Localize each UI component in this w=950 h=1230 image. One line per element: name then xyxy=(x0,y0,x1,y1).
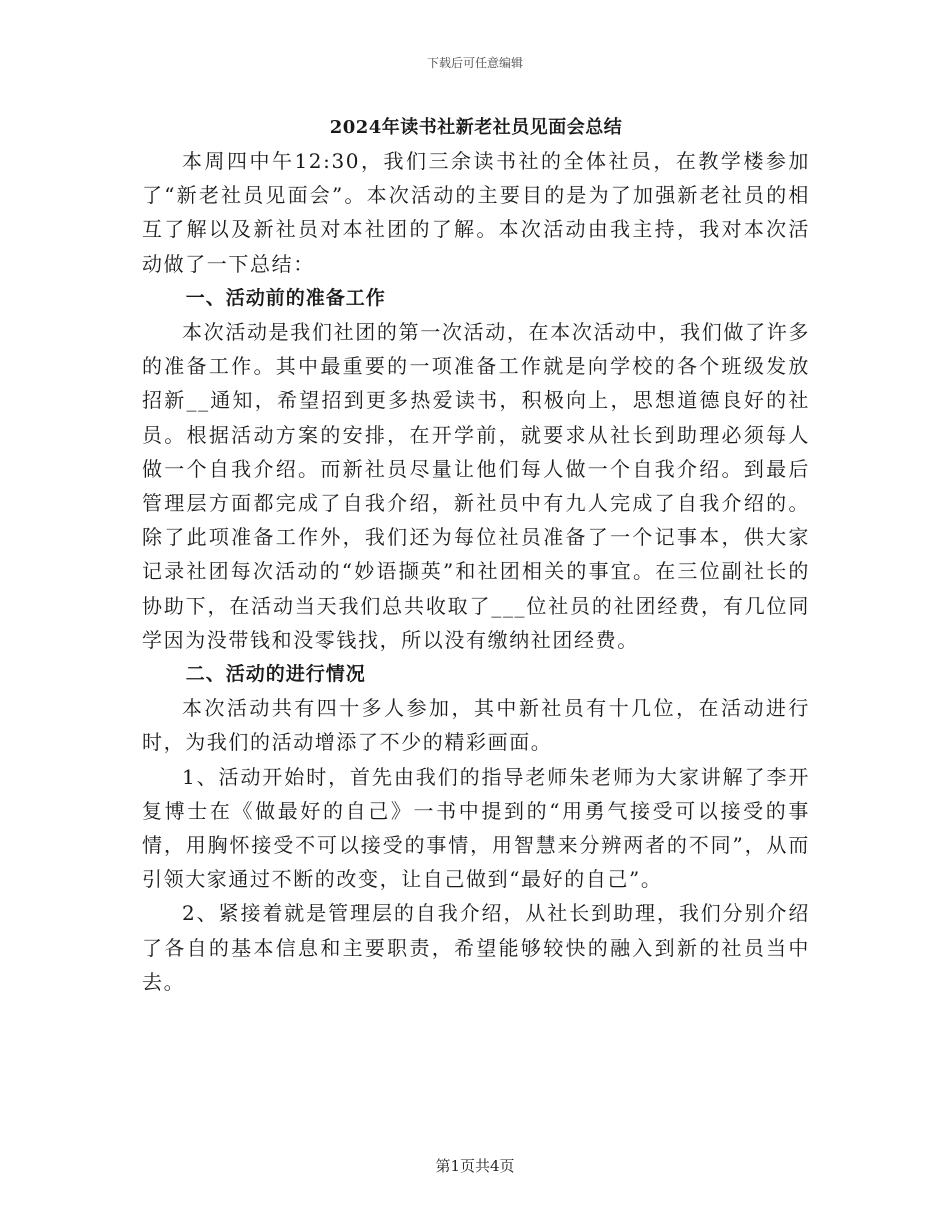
section-2-heading: 二、活动的进行情况 xyxy=(185,663,366,686)
section-2-item-2: 2、紧接着就是管理层的自我介绍，从社长到助理，我们分别介绍了各自的基本信息和主要职责，希望能够较快的融入到新的社员当中去。 xyxy=(142,901,810,994)
section-2-item-1: 1、活动开始时，首先由我们的指导老师朱老师为大家讲解了李开复博士在《做最好的自己》一书中提到的“用勇气接受可以接受的事情，用胸怀接受不可以接受的事情，用智慧来分辨两者的不同”，从而引领大家通过不断的改变，让自己做到“最好的自己”。 xyxy=(142,764,810,892)
section-1-heading: 一、活动前的准备工作 xyxy=(185,286,386,309)
intro-paragraph: 本周四中午12:30，我们三余读书社的全体社员，在教学楼参加了“新老社员见面会”。本次活动的主要目的是为了加强新老社员的相互了解以及新社员对本社团的了解。本次活动由我主持，我对本次活动做了一下总结： xyxy=(142,149,810,276)
section-2-paragraph: 本次活动共有四十多人参加，其中新社员有十几位，在活动进行时，为我们的活动增添了不少的精彩画面。 xyxy=(142,696,810,755)
document-content xyxy=(142,112,810,999)
header-note: 下载后可任意编辑 xyxy=(426,56,523,70)
document-title: 2024年读书社新老社员见面会总结 xyxy=(329,117,623,138)
page-footer: 第1页共4页 xyxy=(435,1157,515,1175)
section-1-paragraph: 本次活动是我们社团的第一次活动，在本次活动中，我们做了许多的准备工作。其中最重要的一项准备工作就是向学校的各个班级发放招新__通知，希望招到更多热爱读书，积极向上，思想道德良好的社员。根据活动方案的安排，在开学前，就要求从社长到助理必须每人做一个自我介绍。而新社员尽量让他们每人做一个自我介绍。到最后管理层方面都完成了自我介绍，新社员中有九人完成了自我介绍的。除了此项准备工作外，我们还为每位社员准备了一个记事本，供大家记录社团每次活动的“妙语撷英”和社团相关的事宜。在三位副社长的协助下，在活动当天我们总共收取了___位社员的社团经费，有几位同学因为没带钱和没零钱找，所以没有缴纳社团经费。 xyxy=(142,320,810,652)
